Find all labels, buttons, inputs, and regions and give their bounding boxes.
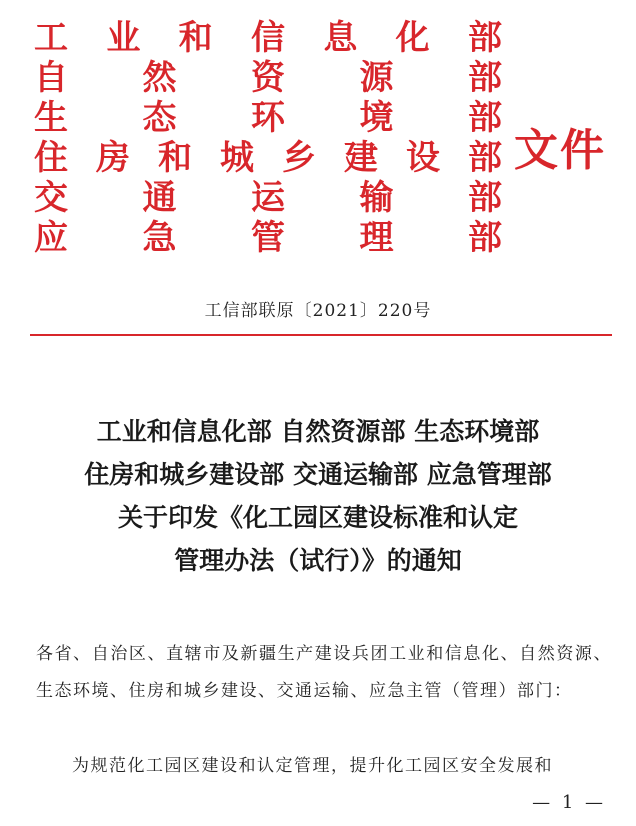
issuer-row-housing: [33, 138, 503, 178]
issuer-char: 建: [344, 138, 378, 178]
issuer-char: 资: [251, 58, 285, 98]
title-line: 工业和信息化部 自然资源部 生态环境部: [96, 417, 540, 446]
issuer-char: 部: [467, 18, 502, 58]
issuer-char: 输: [359, 178, 394, 218]
issuer-char: 房: [96, 138, 130, 178]
issuer-char: 境: [359, 98, 394, 138]
issuer-row-natural-resources: [33, 58, 503, 98]
document-number: 工信部联原〔2021〕220号: [204, 301, 432, 321]
issuer-char: 态: [142, 98, 177, 138]
issuer-char: 急: [142, 218, 177, 258]
issuer-char: 理: [359, 218, 394, 258]
title-line: 住房和城乡建设部 交通运输部 应急管理部: [84, 460, 552, 489]
issuer-char: 环: [251, 98, 285, 138]
issuer-char: 和: [158, 138, 192, 178]
issuer-char: 部: [468, 98, 502, 138]
document-suffix: 文件: [514, 125, 606, 176]
issuer-char: 部: [468, 138, 502, 178]
issuer-char: 生: [34, 98, 68, 138]
page-number: — 1 —: [532, 792, 606, 813]
issuer-char: 然: [142, 58, 177, 98]
issuer-char: 设: [406, 138, 440, 178]
issuer-char: 源: [359, 58, 394, 98]
issuer-row-emergency: [33, 218, 503, 258]
issuer-char: 通: [142, 178, 177, 218]
issuer-char: 部: [468, 178, 502, 218]
issuer-block: [33, 18, 503, 258]
issuer-char: 部: [468, 58, 502, 98]
salutation: 各省、自治区、直辖市及新疆生产建设兵团工业和信息化、自然资源、生态环境、住房和城乡建设、交通运输、应急主管（管理）部门：: [36, 644, 612, 701]
issuer-char: 工: [34, 18, 68, 58]
issuer-char: 城: [220, 138, 254, 178]
issuer-char: 交: [34, 178, 68, 218]
issuer-char: 管: [251, 218, 285, 258]
issuer-row-ecology-environment: [33, 98, 503, 138]
issuer-row-miit: [33, 18, 503, 58]
title-line: 管理办法（试行）》的通知: [174, 546, 462, 575]
issuer-char: 应: [34, 218, 68, 258]
issuer-char: 住: [34, 138, 68, 178]
issuer-char: 业: [106, 18, 141, 58]
issuer-char: 乡: [282, 138, 316, 178]
issuer-char: 信: [250, 18, 285, 58]
red-divider: [30, 334, 612, 336]
issuer-char: 和: [178, 18, 213, 58]
issuer-char: 部: [468, 218, 502, 258]
issuer-char: 自: [34, 58, 68, 98]
body-paragraph: 为规范化工园区建设和认定管理，提升化工园区安全发展和: [72, 756, 553, 776]
issuer-row-transport: [33, 178, 503, 218]
issuer-char: 息: [323, 18, 358, 58]
issuer-char: 化: [395, 18, 430, 58]
issuer-char: 运: [251, 178, 285, 218]
document-title: [0, 410, 636, 582]
title-line: 关于印发《化工园区建设标准和认定: [117, 503, 518, 532]
